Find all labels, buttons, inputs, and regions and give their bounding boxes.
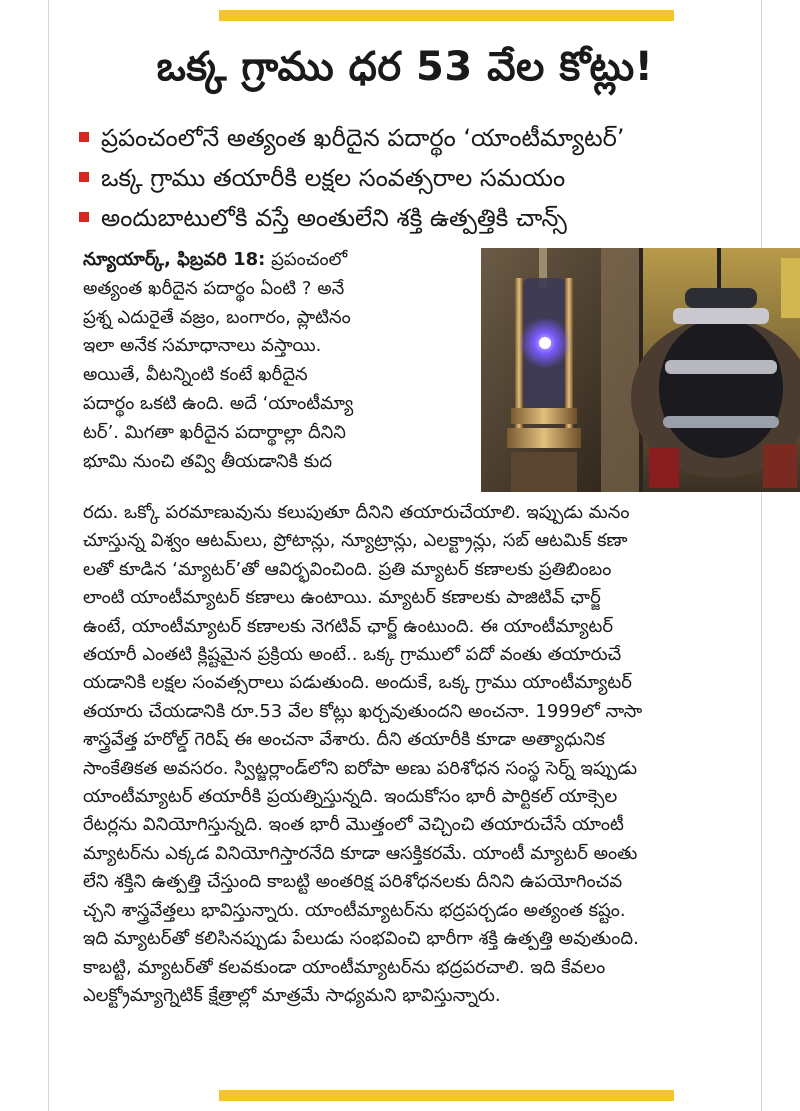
dateline: న్యూయార్క్‌, ఫిబ్రవరి 18: xyxy=(83,249,266,270)
highlight-bullets xyxy=(75,118,755,238)
body-line: యడానికి లక్షల సంవత్సరాలు పడుతుంది. అందుకే, ఒక్క గ్రాము యాంటీమ్యాటర్‌ xyxy=(83,672,632,694)
body-line: యాంటీమ్యాటర్‌ తయారీకి ప్రయత్నిస్తున్నది. ఇందుకోసం భారీ పార్టికల్‌ యాక్సెల xyxy=(83,786,618,808)
intro-line: ఇలా అనేక సమాధానాలు వస్తాయి. xyxy=(83,335,322,357)
article-body xyxy=(83,499,800,1010)
body-line: తయారీ ఎంతటి క్లిష్టమైన ప్రక్రియ అంటే.. ఒక్క గ్రాములో పదో వంతు తయారుచే xyxy=(83,644,622,666)
intro-first-line-text: ప్రపంచంలో xyxy=(265,249,348,270)
antimatter-lab-photo xyxy=(481,248,800,492)
body-line: రేటర్లను వినియోగిస్తున్నది. ఇంత భారీ మొత్తంలో వెచ్చించి తయారుచేసే యాంటీ xyxy=(83,814,624,836)
bottom-accent-bar xyxy=(219,1090,674,1101)
body-line: ఉంటే, యాంటీమ్యాటర్‌ కణాలకు నెగటివ్‌ ఛార్జ్‌ ఉంటుంది. ఈ యాంటీమ్యాటర్‌ xyxy=(83,615,614,637)
intro-line: భూమి నుంచి తవ్వి తీయడానికి కుద xyxy=(83,450,333,472)
body-line: తయారు చేయడానికి రూ.53 వేల కోట్లు ఖర్చవుతుందని అంచనా. 1999లో నాసా xyxy=(83,700,643,722)
bullet-text: ప్రపంచంలోనే అత్యంత ఖరీదైన పదార్థం ‘యాంటీమ్యాటర్’ xyxy=(101,124,625,152)
newspaper-clipping xyxy=(48,0,762,1111)
body-line: చ్చని శాస్త్రవేత్తలు భావిస్తున్నారు. యాంటీమ్యాటర్‌ను భద్రపర్చడం అత్యంత కష్టం. xyxy=(83,899,626,921)
body-line: శాస్త్రవేత్త హరోల్డ్‌ గెరిష్‌ ఈ అంచనా వేశారు. దీని తయారీకి కూడా అత్యాధునిక xyxy=(83,729,605,751)
red-square-bullet-icon xyxy=(79,172,89,182)
body-line: మ్యాటర్‌ను ఎక్కడ వినియోగిస్తారనేది కూడా ఆసక్తికరమే. యాంటీ మ్యాటర్‌ అంతు xyxy=(83,842,638,864)
bullet-item xyxy=(75,118,755,158)
body-line: కాబట్టి, మ్యాటర్‌తో కలవకుండా యాంటీమ్యాటర్‌ను భద్రపరచాలి. ఇది కేవలం xyxy=(83,956,606,978)
red-square-bullet-icon xyxy=(79,212,89,222)
intro-line: అత్యంత ఖరీదైన పదార్థం ఏంటి ? అనే xyxy=(83,277,345,299)
body-line: లేని శక్తిని ఉత్పత్తి చేస్తుంది కాబట్టి అంతరిక్ష పరిశోధనలకు దీనిని ఉపయోగించవ xyxy=(83,871,623,893)
bullet-text: అందుబాటులోకి వస్తే అంతులేని శక్తి ఉత్పత్తికి చాన్స్ xyxy=(101,204,567,232)
body-line: చూస్తున్న విశ్వం ఆటమ్‌లు, ప్రోటాన్లు, న్యూట్రాన్లు, ఎలక్ట్రాన్లు, సబ్‌ ఆటమిక్‌ కణా xyxy=(83,530,628,552)
intro-line: పదార్థం ఒకటి ఉంది. అదే ‘యాంటీమ్యా xyxy=(83,392,354,414)
bullet-item xyxy=(75,198,755,238)
body-line: ఇది మ్యాటర్‌తో కలిసినప్పుడు పేలుడు సంభవించి భారీగా శక్తి ఉత్పత్తి అవుతుంది. xyxy=(83,928,639,950)
intro-line xyxy=(83,246,455,275)
top-accent-bar xyxy=(219,10,674,21)
body-line: ఎలక్ట్రోమ్యాగ్నెటిక్‌ క్షేత్రాల్లో మాత్రమే సాధ్యమని భావిస్తున్నారు. xyxy=(83,984,501,1006)
headline: ఒక్క గ్రాము ధర 53 వేల కోట్లు! xyxy=(156,44,654,90)
intro-line: ప్రశ్న ఎదురైతే వజ్రం, బంగారం, ప్లాటినం xyxy=(83,306,351,328)
intro-paragraph xyxy=(83,246,455,476)
red-square-bullet-icon xyxy=(79,132,89,142)
body-line: లతో కూడిన ‘మ్యాటర్‌’తో ఆవిర్భవించింది. ప్రతి మ్యాటర్‌ కణాలకు ప్రతిబింబం xyxy=(83,558,612,580)
body-line: లాంటి యాంటీమ్యాటర్‌ కణాలు ఉంటాయి. మ్యాటర్‌ కణాలకు పాజిటివ్‌ ఛార్జ్‌ xyxy=(83,587,601,609)
body-line: రదు. ఒక్కో పరమాణువును కలుపుతూ దీనిని తయారుచేయాలి. ఇప్పుడు మనం xyxy=(83,502,630,523)
intro-line: టర్’. మిగతా ఖరీదైన పదార్థాల్లా దీనిని xyxy=(83,421,346,443)
bullet-text: ఒక్క గ్రాము తయారీకి లక్షల సంవత్సరాల సమయం xyxy=(101,164,566,192)
bullet-item xyxy=(75,158,755,198)
body-line: సాంకేతికత అవసరం. స్విట్జర్లాండ్‌లోని ఐరోపా అణు పరిశోధన సంస్థ సెర్న్‌ ఇప్పుడు xyxy=(83,757,638,779)
intro-line: అయితే, వీటన్నింటి కంటే ఖరీదైన xyxy=(83,364,308,386)
